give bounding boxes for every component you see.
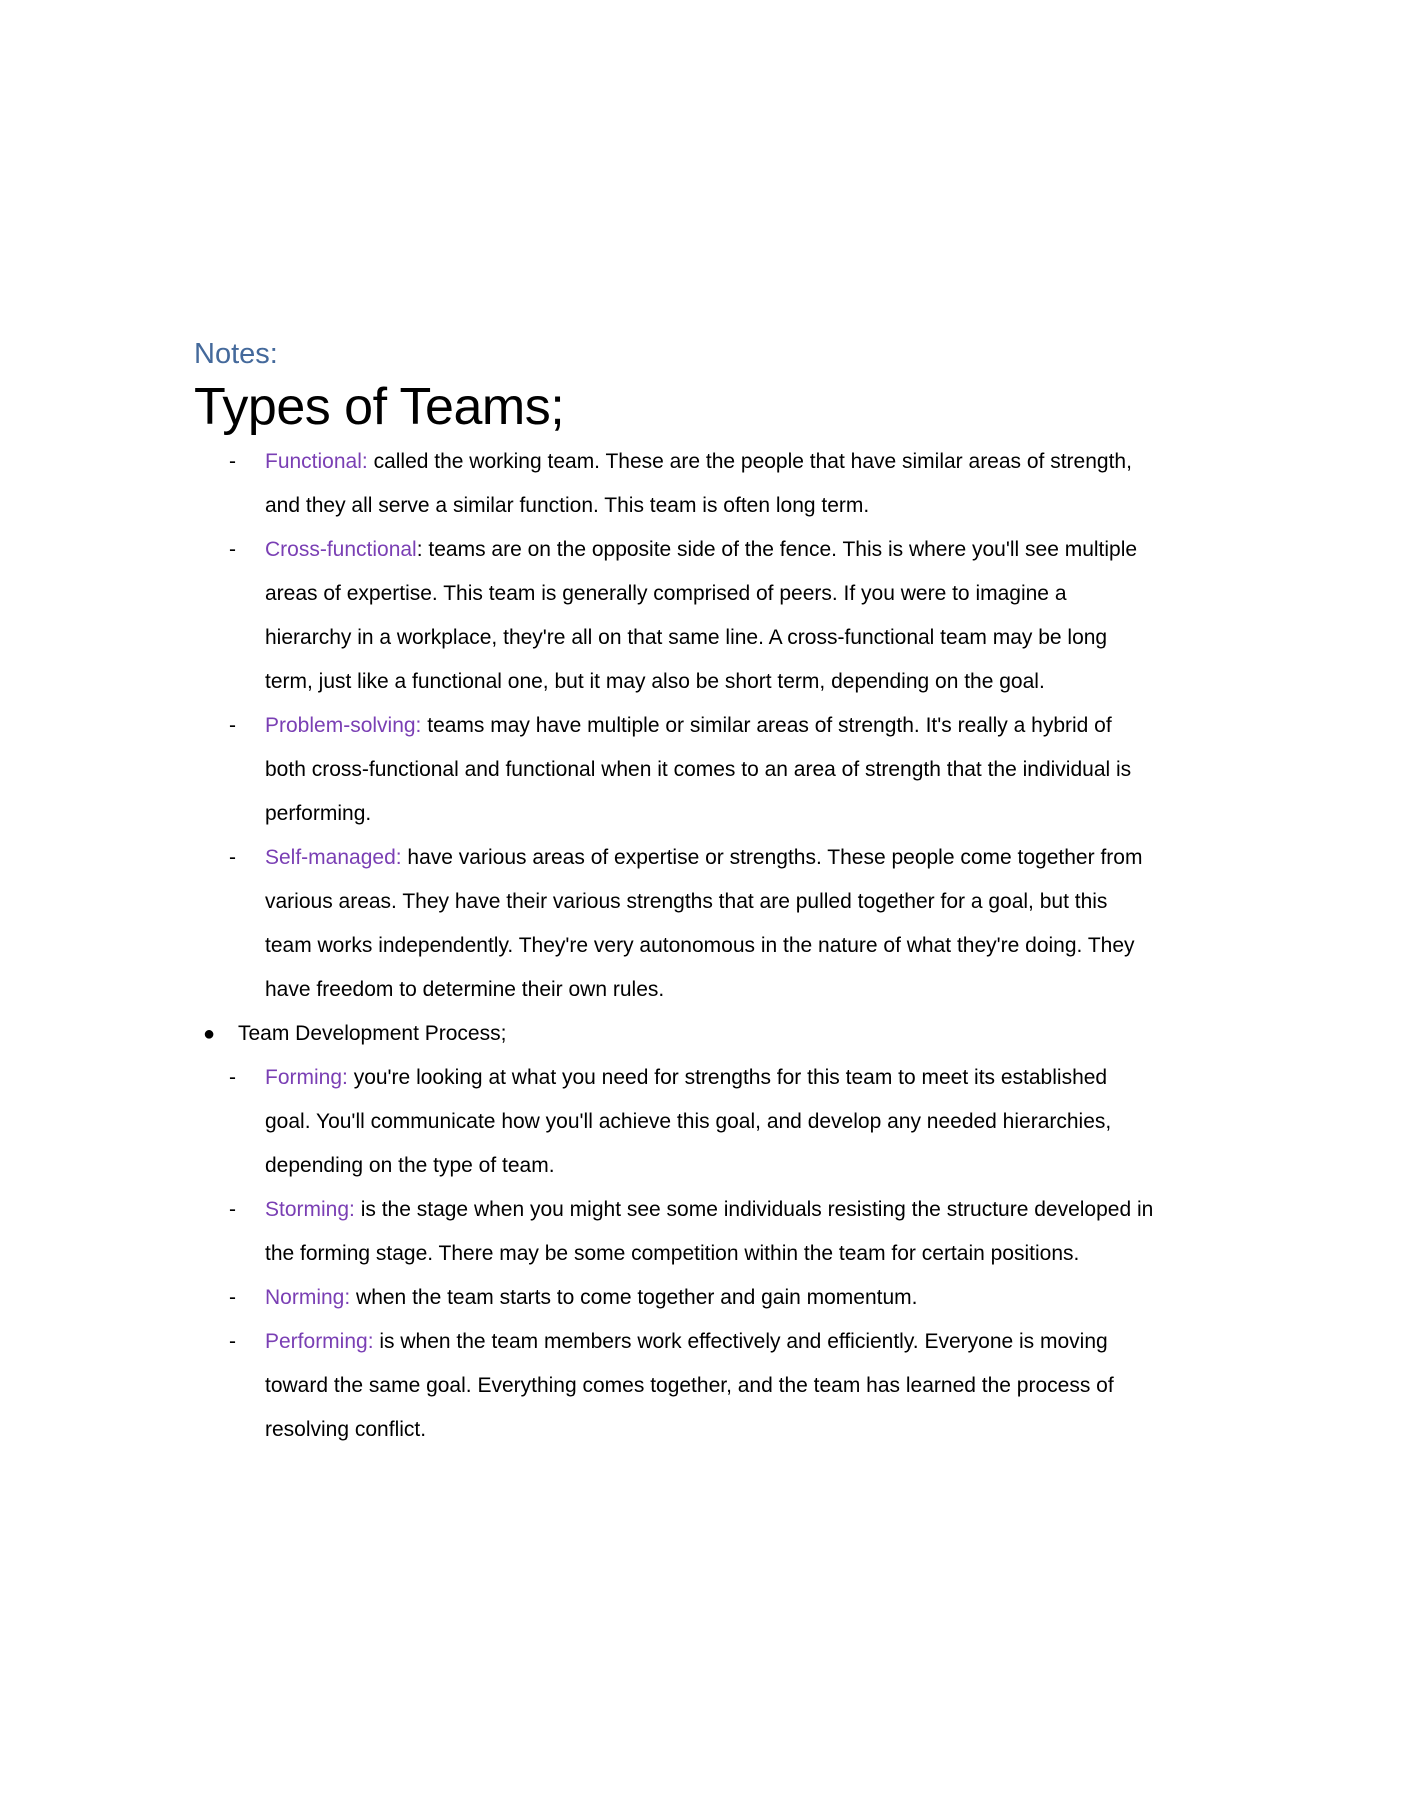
dash-marker: - [229, 450, 236, 473]
term-label: Norming: [265, 1286, 351, 1309]
term-label: Functional: [265, 450, 368, 473]
dash-marker: - [229, 714, 236, 737]
dash-marker: - [229, 538, 236, 561]
dash-marker: - [229, 1330, 236, 1353]
item-text: is the stage when you might see some individuals resisting the structure developed in the forming stage. There may be some competition within the team for certain positions. [265, 1198, 1154, 1265]
list-item-forming [194, 1056, 1154, 1188]
item-text: called the working team. These are the people that have similar areas of strength, and they all serve a similar function. This team is often long term. [265, 450, 1132, 517]
heading-text: Team Development Process; [238, 1022, 507, 1045]
item-text: is when the team members work effectively and efficiently. Everyone is moving toward the same goal. Everything comes together, and the team has learned the process of resolving conflict. [265, 1330, 1114, 1441]
item-text: when the team starts to come together and gain momentum. [350, 1286, 918, 1309]
list-item-self-managed [194, 836, 1154, 1012]
item-text: have various areas of expertise or strengths. These people come together from various areas. They have their various strengths that are pulled together for a goal, but this team works independently. They're very autonomous in the nature of what they're doing. They have freedom to determine their own rules. [265, 846, 1143, 1001]
term-label: Storming: [265, 1198, 355, 1221]
dash-marker: - [229, 1198, 236, 1221]
list-item-storming [194, 1188, 1154, 1276]
term-label: Cross-functional [265, 538, 417, 561]
term-label: Performing: [265, 1330, 374, 1353]
development-stages-list [194, 1056, 1154, 1452]
dash-marker: - [229, 846, 236, 869]
term-label: Forming: [265, 1066, 348, 1089]
dash-marker: - [229, 1286, 236, 1309]
item-text: : teams are on the opposite side of the fence. This is where you'll see multiple areas of expertise. This team is generally comprised of peers. If you were to imagine a hierarchy in a workplace, they're all on that same line. A cross-functional team may be long term, just like a functional one, but it may also be short term, depending on the goal. [265, 538, 1138, 693]
types-of-teams-list [194, 440, 1154, 1012]
team-development-heading [194, 1012, 1154, 1056]
page-title: Types of Teams; [194, 378, 565, 436]
term-label: Problem-solving: [265, 714, 422, 737]
list-item-cross-functional [194, 528, 1154, 704]
item-text: teams may have multiple or similar areas of strength. It's really a hybrid of both cross-functional and functional when it comes to an area of strength that the individual is performing. [265, 714, 1132, 825]
item-text: you're looking at what you need for strengths for this team to meet its established goal. You'll communicate how you'll achieve this goal, and develop any needed hierarchies, depending on the type of team. [265, 1066, 1112, 1177]
list-item-performing [194, 1320, 1154, 1452]
list-item-problem-solving [194, 704, 1154, 836]
dash-marker: - [229, 1066, 236, 1089]
document-body [194, 334, 1154, 1452]
term-label: Self-managed: [265, 846, 402, 869]
bullet-marker: ● [203, 1023, 216, 1045]
list-item-norming [194, 1276, 1154, 1320]
list-item-functional [194, 440, 1154, 528]
notes-label: Notes: [194, 338, 278, 370]
